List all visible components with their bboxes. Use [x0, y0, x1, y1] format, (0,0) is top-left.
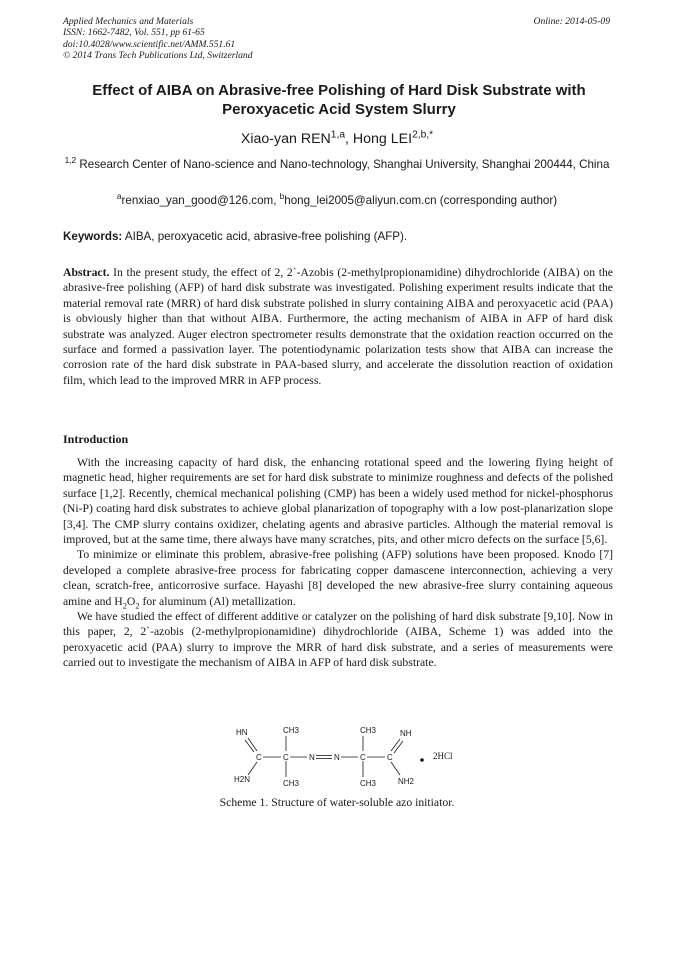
intro-paragraph-2 [63, 547, 613, 609]
abstract [63, 265, 613, 388]
paper-title: Effect of AIBA on Abrasive-free Polishing of Hard Disk Substrate with Peroxyacetic Acid System Slurry [92, 82, 586, 118]
author-1: Xiao-yan REN [240, 131, 331, 147]
email-b[interactable]: hong_lei2005@aliyun.com.cn (corresponding author) [284, 194, 558, 207]
intro-p2-sub-2: 2 [135, 599, 140, 610]
abstract-text: In the present study, the effect of 2, 2`-Azobis (2-methylpropionamidine) dihydrochloride (AIBA) on the abrasive-free polishing (AFP) of hard disk substrate was investigated. Polishing experiment results indicate that the material removal rate (MRR) of hard disk substrate polished in slurry containing AIBA and peroxyacetic acid (PAA) is obviously higher than that without AIBA. Furthermore, the acting mechanism of AIBA in AFP of hard disk substrate was analyzed. Auger electron spectrometer results demonstrate that the oxidation reaction occurred on the surface and formed a passivation layer. The potentiodynamic polarization tests show that AIBA can increase the corrosion rate of the hard disk substrate in PAA-based slurry, and accelerate the dissolution reaction of oxidation film, which lead to the improved MRR in AFP process. [63, 266, 613, 387]
scheme-caption: Scheme 1. Structure of water-soluble azo initiator. [219, 796, 455, 809]
label-ch3-bottom-right: CH3 [360, 779, 377, 788]
intro-paragraph-1: With the increasing capacity of hard disk, the enhancing rotational speed and the lowering flying height of magnetic head, higher requirements are set for hard disk substrate to minimize roughness and defects of the polished surface [1,2]. Recently, chemical mechanical polishing (CMP) has been a widely used method for nickel-phosphorus (Ni-P) coating hard disk substrates to achieve global planarization of topography with a low post-planarization slope [3,4]. The CMP slurry contains oxidizer, chelating agents and abrasive particles. Although the material removal is improved, but at the same time, there always have many scratches, pits, and other micro defects on the surface [5,6]. [63, 456, 613, 547]
label-c-2: C [283, 753, 289, 762]
author-separator: , [345, 131, 353, 147]
email-a-sup: a [116, 191, 122, 202]
label-c-1: C [256, 753, 262, 762]
keywords-label: Keywords: [63, 230, 123, 243]
label-c-3: C [360, 753, 366, 762]
label-nh: NH [400, 729, 412, 738]
label-n-1: N [309, 753, 315, 762]
intro-p2-text-b: for aluminum (Al) metallization. [139, 594, 296, 608]
issn: ISSN: 1662-7482, Vol. 551, pp 61-65 [63, 27, 205, 39]
aiba-structure-scheme [225, 722, 465, 792]
copyright: © 2014 Trans Tech Publications Ltd, Switzerland [63, 50, 253, 62]
authors [63, 130, 611, 148]
online-date: Online: 2014-05-09 [533, 16, 610, 27]
email-b-sup: b [279, 191, 285, 202]
label-ch3-top-right: CH3 [360, 726, 377, 735]
intro-p2-text-a: To minimize or eliminate this problem, abrasive-free polishing (AFP) solutions have been proposed. Knodo [7] developed a complete abrasive-free process for fabricating copper damascene interconnection, achieving a very clean, scratch-free, anticorrosive surface. Hayashi [8] developed the new abrasive-free slurry containing aqueous amine and H [63, 548, 613, 608]
emails [63, 193, 611, 209]
abstract-label: Abstract. [63, 266, 110, 279]
label-hn: HN [236, 728, 248, 737]
affiliation-text: Research Center of Nano-science and Nano-technology, Shanghai University, Shanghai 200444, China [76, 158, 610, 171]
label-2hcl: 2HCl [433, 751, 453, 761]
intro-p2-o: O [126, 594, 136, 608]
keywords-text: AIBA, peroxyacetic acid, abrasive-free polishing (AFP). [122, 230, 408, 243]
affiliation [63, 157, 611, 173]
introduction-heading: Introduction [63, 432, 129, 446]
email-a[interactable]: renxiao_yan_good@126.com, [121, 194, 280, 207]
journal-header [63, 16, 610, 62]
affiliation-sup: 1,2 [64, 155, 77, 166]
journal-name: Applied Mechanics and Materials [63, 16, 194, 27]
label-ch3-top-left: CH3 [283, 726, 300, 735]
label-h2n: H2N [234, 775, 251, 784]
intro-paragraph-3: We have studied the effect of different additive or catalyzer on the polishing of hard disk substrate [9,10]. Now in this paper, 2, 2`-azobis (2-methylpropionamidine) dihydrochloride (AIBA, Scheme 1) was added into the peroxyacetic acid (PAA) slurry to improve the MRR of hard disk substrate, and a series of measurements were carried out to investigate the mechanism of AIBA in AFP of hard disk substrate. [63, 610, 613, 670]
author-1-sup: 1,a [330, 129, 346, 141]
label-n-2: N [334, 753, 340, 762]
label-nh2: NH2 [398, 777, 415, 786]
author-2-sup: 2,b,* [412, 129, 434, 141]
introduction-body [63, 455, 613, 671]
author-2: Hong LEI [352, 131, 413, 147]
intro-p2-sub-1: 2 [122, 599, 127, 610]
doi: doi:10.4028/www.scientific.net/AMM.551.61 [63, 38, 236, 50]
salt-dot [420, 758, 424, 762]
keywords [63, 229, 611, 245]
label-c-4: C [387, 753, 393, 762]
label-ch3-bottom-left: CH3 [283, 779, 300, 788]
